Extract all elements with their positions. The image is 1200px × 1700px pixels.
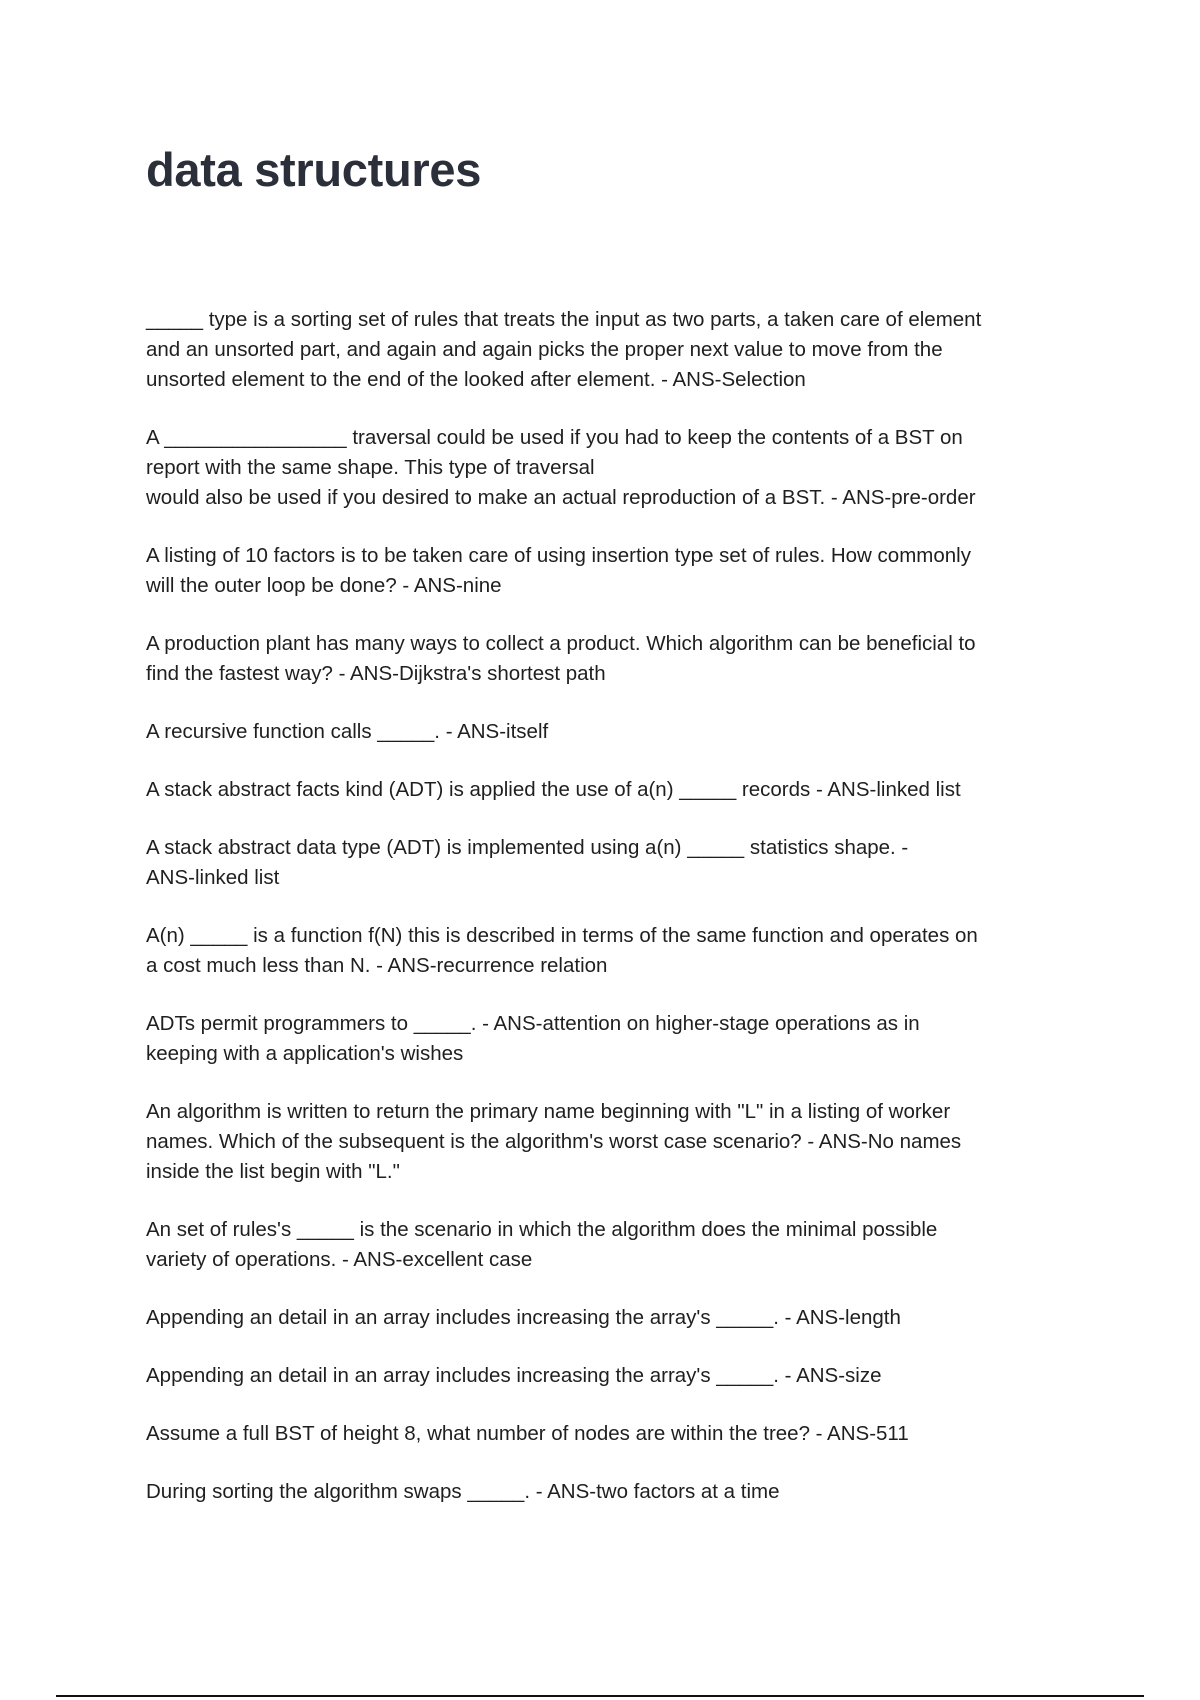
qa-text-line: Assume a full BST of height 8, what number of nodes are within the tree? - ANS-511 — [146, 1422, 909, 1445]
list-item — [146, 775, 1066, 805]
list-item — [146, 423, 1066, 513]
qa-text-line: will the outer loop be done? - ANS-nine — [146, 574, 502, 597]
list-item — [146, 921, 1066, 981]
qa-text-line: ADTs permit programmers to _____. - ANS-attention on higher-stage operations as in — [146, 1012, 920, 1035]
qa-text-line: a cost much less than N. - ANS-recurrence relation — [146, 954, 608, 977]
list-item — [146, 1361, 1066, 1391]
list-item — [146, 717, 1066, 747]
qa-text-line: A production plant has many ways to collect a product. Which algorithm can be beneficial to — [146, 632, 976, 655]
qa-text-line: A recursive function calls _____. - ANS-itself — [146, 720, 549, 743]
list-item — [146, 1097, 1066, 1187]
bottom-divider — [56, 1695, 1144, 1697]
list-item — [146, 1009, 1066, 1069]
page-title: data structures — [146, 143, 482, 196]
qa-text-line: A(n) _____ is a function f(N) this is described in terms of the same function and operates on — [146, 924, 978, 947]
qa-text-line: ANS-linked list — [146, 866, 280, 889]
qa-text-line: A stack abstract facts kind (ADT) is applied the use of a(n) _____ records - ANS-linked list — [146, 778, 961, 801]
list-item — [146, 1215, 1066, 1275]
qa-text-line: An algorithm is written to return the primary name beginning with "L" in a listing of worker — [146, 1100, 951, 1123]
qa-text-line: A listing of 10 factors is to be taken care of using insertion type set of rules. How commonly — [146, 544, 971, 567]
qa-text-line: Appending an detail in an array includes increasing the array's _____. - ANS-length — [146, 1306, 901, 1329]
qa-text-line: An set of rules's _____ is the scenario in which the algorithm does the minimal possible — [146, 1218, 938, 1241]
list-item — [146, 1477, 1066, 1507]
list-item — [146, 305, 1066, 395]
qa-text-line: A stack abstract data type (ADT) is implemented using a(n) _____ statistics shape. - — [146, 836, 909, 859]
qa-text-line: _____ type is a sorting set of rules that treats the input as two parts, a taken care of element — [146, 308, 982, 331]
qa-text-line: inside the list begin with "L." — [146, 1160, 400, 1183]
qa-text-line: Appending an detail in an array includes increasing the array's _____. - ANS-size — [146, 1364, 882, 1387]
list-item — [146, 629, 1066, 689]
qa-text-line: A ________________ traversal could be used if you had to keep the contents of a BST on — [146, 426, 963, 449]
qa-text-line: unsorted element to the end of the looked after element. - ANS-Selection — [146, 368, 806, 391]
qa-text-line: report with the same shape. This type of traversal — [146, 456, 595, 479]
list-item — [146, 1419, 1066, 1449]
qa-text-line: and an unsorted part, and again and again picks the proper next value to move from the — [146, 338, 943, 361]
list-item — [146, 541, 1066, 601]
qa-text-line: would also be used if you desired to make an actual reproduction of a BST. - ANS-pre-order — [146, 486, 976, 509]
qa-text-line: keeping with a application's wishes — [146, 1042, 464, 1065]
qa-text-line: During sorting the algorithm swaps _____. - ANS-two factors at a time — [146, 1480, 780, 1503]
qa-text-line: names. Which of the subsequent is the algorithm's worst case scenario? - ANS-No names — [146, 1130, 962, 1153]
qa-text-line: find the fastest way? - ANS-Dijkstra's shortest path — [146, 662, 606, 685]
list-item — [146, 833, 1066, 893]
qa-text-line: variety of operations. - ANS-excellent case — [146, 1248, 533, 1271]
list-item — [146, 1303, 1066, 1333]
qa-list — [146, 305, 1066, 1535]
